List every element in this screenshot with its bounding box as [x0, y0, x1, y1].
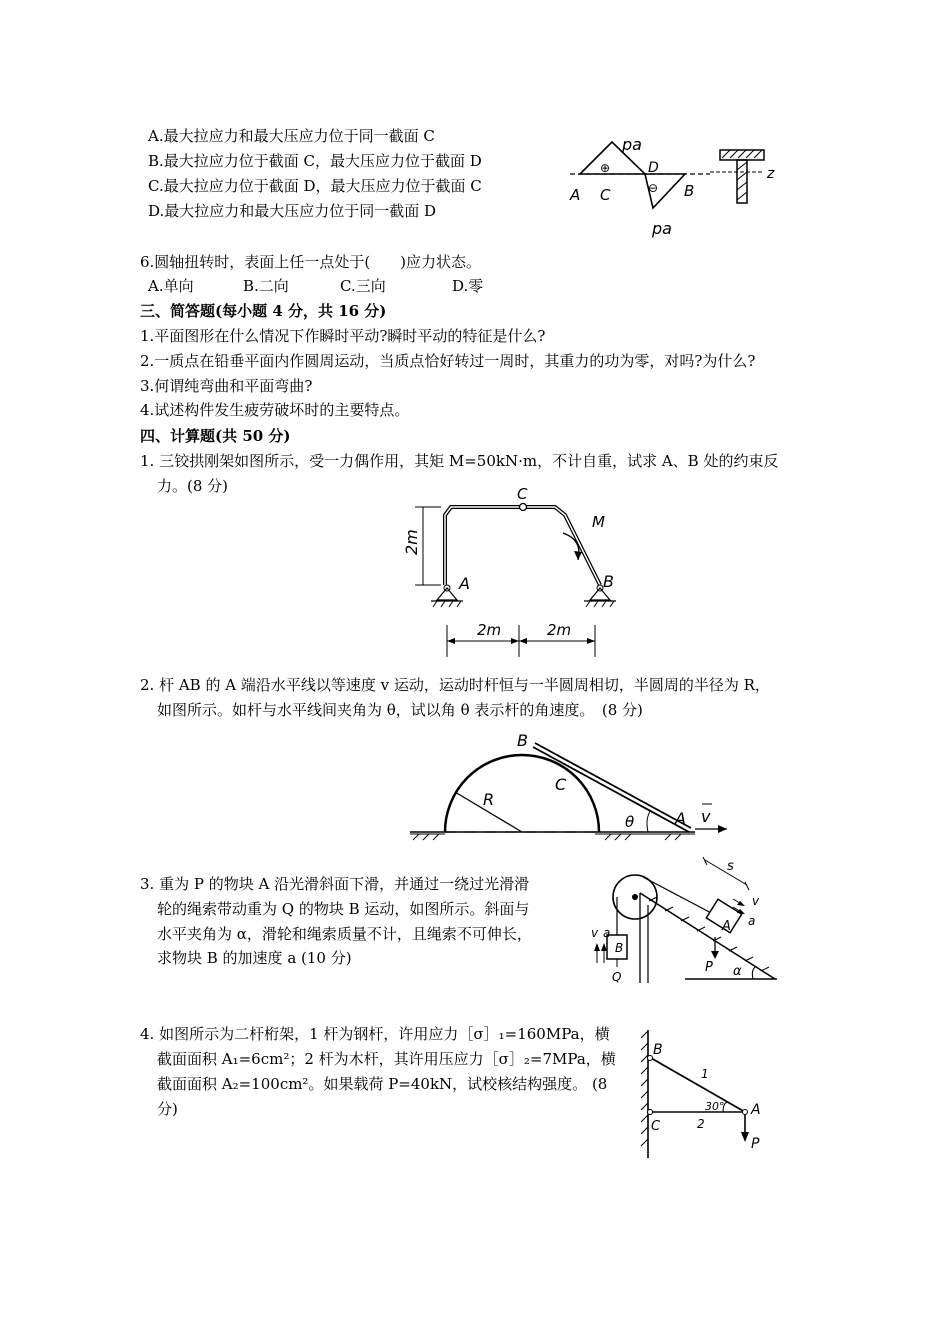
s3-item-2: 2.一质点在铅垂平面内作圆周运动，当质点恰好转过一周时，其重力的功为零，对吗?为什么?: [140, 352, 756, 370]
q6-option-b: B.二向: [243, 277, 289, 295]
label-a-right: a: [748, 914, 756, 928]
q6-stem: 6.圆轴扭转时，表面上任一点处于( )应力状态。: [140, 253, 482, 271]
label-c: C: [555, 775, 567, 794]
label-v-left: v: [591, 926, 599, 940]
label-member-2: 2: [697, 1117, 705, 1131]
label-b: B: [684, 182, 695, 200]
label-m: M: [592, 513, 605, 531]
label-a-left: a: [603, 926, 611, 940]
label-member-1: 1: [701, 1067, 709, 1081]
label-a: A: [751, 1102, 761, 1118]
label-c: C: [651, 1119, 661, 1134]
q5-option-c: C.最大拉应力位于截面 D，最大压应力位于截面 C: [148, 177, 482, 195]
s3-item-1: 1.平面图形在什么情况下作瞬时平动?瞬时平动的特征是什么?: [140, 327, 546, 345]
label-p: P: [751, 1136, 760, 1152]
label-s: s: [727, 859, 734, 874]
label-a: A: [459, 574, 470, 593]
problem3-line1: 3. 重为 P 的物块 A 沿光滑斜面下滑，并通过一绕过光滑滑: [140, 875, 530, 893]
problem3-line2: 轮的绳索带动重为 Q 的物块 B 运动，如图所示。斜面与: [157, 900, 530, 918]
truss-figure: [635, 1028, 775, 1163]
three-hinged-frame-figure: [395, 485, 625, 665]
problem4-line4: 分): [157, 1100, 178, 1118]
label-q: Q: [612, 970, 622, 984]
label-pa-top: pa: [622, 135, 642, 154]
label-alpha: α: [733, 964, 742, 979]
problem2-line1: 2. 杆 AB 的 A 端沿水平线以等速度 v 运动，运动时杆恒与一半圆周相切，半圆周的半径为 R，: [140, 676, 770, 694]
label-pa-bottom: pa: [652, 219, 672, 238]
section4-title: 四、计算题(共 50 分): [140, 427, 291, 445]
problem3-line3: 水平夹角为 α，滑轮和绳索质量不计，且绳索不可伸长，: [157, 925, 532, 943]
label-p: P: [705, 960, 713, 975]
label-v: v: [701, 807, 711, 826]
problem4-line1: 4. 如图所示为二杆桁架，1 杆为钢杆，许用应力［σ］₁=160MPa，横: [140, 1025, 610, 1043]
label-r: R: [483, 790, 495, 809]
label-plus: ⊕: [600, 161, 611, 175]
q6-option-c: C.三向: [340, 277, 386, 295]
label-c: C: [600, 186, 611, 204]
label-a: A: [722, 919, 731, 934]
semicircle-rod-figure: [405, 730, 735, 855]
problem1-line1: 1. 三铰拱刚架如图所示，受一力偶作用，其矩 M=50kN·m，不计自重，试求 A、B 处的约束反: [140, 452, 779, 470]
pulley-incline-figure: [585, 855, 785, 990]
problem4-line2: 截面面积 A₁=6cm²；2 杆为木杆，其许用压应力［σ］₂=7MPa，横: [157, 1050, 616, 1068]
problem3-line4: 求物块 B 的加速度 a (10 分): [157, 949, 352, 967]
q5-option-b: B.最大拉应力位于截面 C，最大压应力位于截面 D: [148, 152, 482, 170]
label-angle: 30°: [705, 1100, 725, 1113]
label-a: A: [570, 186, 581, 204]
problem1-line2: 力。(8 分): [157, 477, 229, 495]
q5-option-d: D.最大拉应力和最大压应力位于同一截面 D: [148, 202, 437, 220]
label-v-right: v: [752, 894, 760, 908]
q6-option-a: A.单向: [148, 277, 194, 295]
q5-option-a: A.最大拉应力和最大压应力位于同一截面 C: [148, 127, 435, 145]
section3-title: 三、简答题(每小题 4 分，共 16 分): [140, 302, 387, 320]
label-z: z: [767, 166, 775, 182]
label-b: B: [517, 731, 528, 750]
label-width-2: 2m: [547, 621, 572, 639]
s3-item-4: 4.试述构件发生疲劳破坏时的主要特点。: [140, 401, 410, 419]
label-b: B: [615, 941, 624, 955]
label-d: D: [648, 160, 659, 176]
problem4-line3: 截面面积 A₂=100cm²。如果载荷 P=40kN，试校核结构强度。 (8: [157, 1075, 608, 1093]
label-b: B: [603, 572, 614, 591]
label-minus: ⊖: [648, 181, 659, 195]
label-width-1: 2m: [477, 621, 502, 639]
label-a: A: [675, 809, 686, 828]
label-b: B: [653, 1042, 663, 1058]
s3-item-3: 3.何谓纯弯曲和平面弯曲?: [140, 377, 313, 395]
label-c: C: [517, 485, 528, 503]
moment-diagram-figure: [560, 130, 800, 245]
problem2-line2: 如图所示。如杆与水平线间夹角为 θ，试以角 θ 表示杆的角速度。 (8 分): [157, 701, 643, 719]
label-theta: θ: [625, 813, 635, 831]
label-height: 2m: [402, 529, 421, 555]
q6-option-d: D.零: [452, 277, 484, 295]
